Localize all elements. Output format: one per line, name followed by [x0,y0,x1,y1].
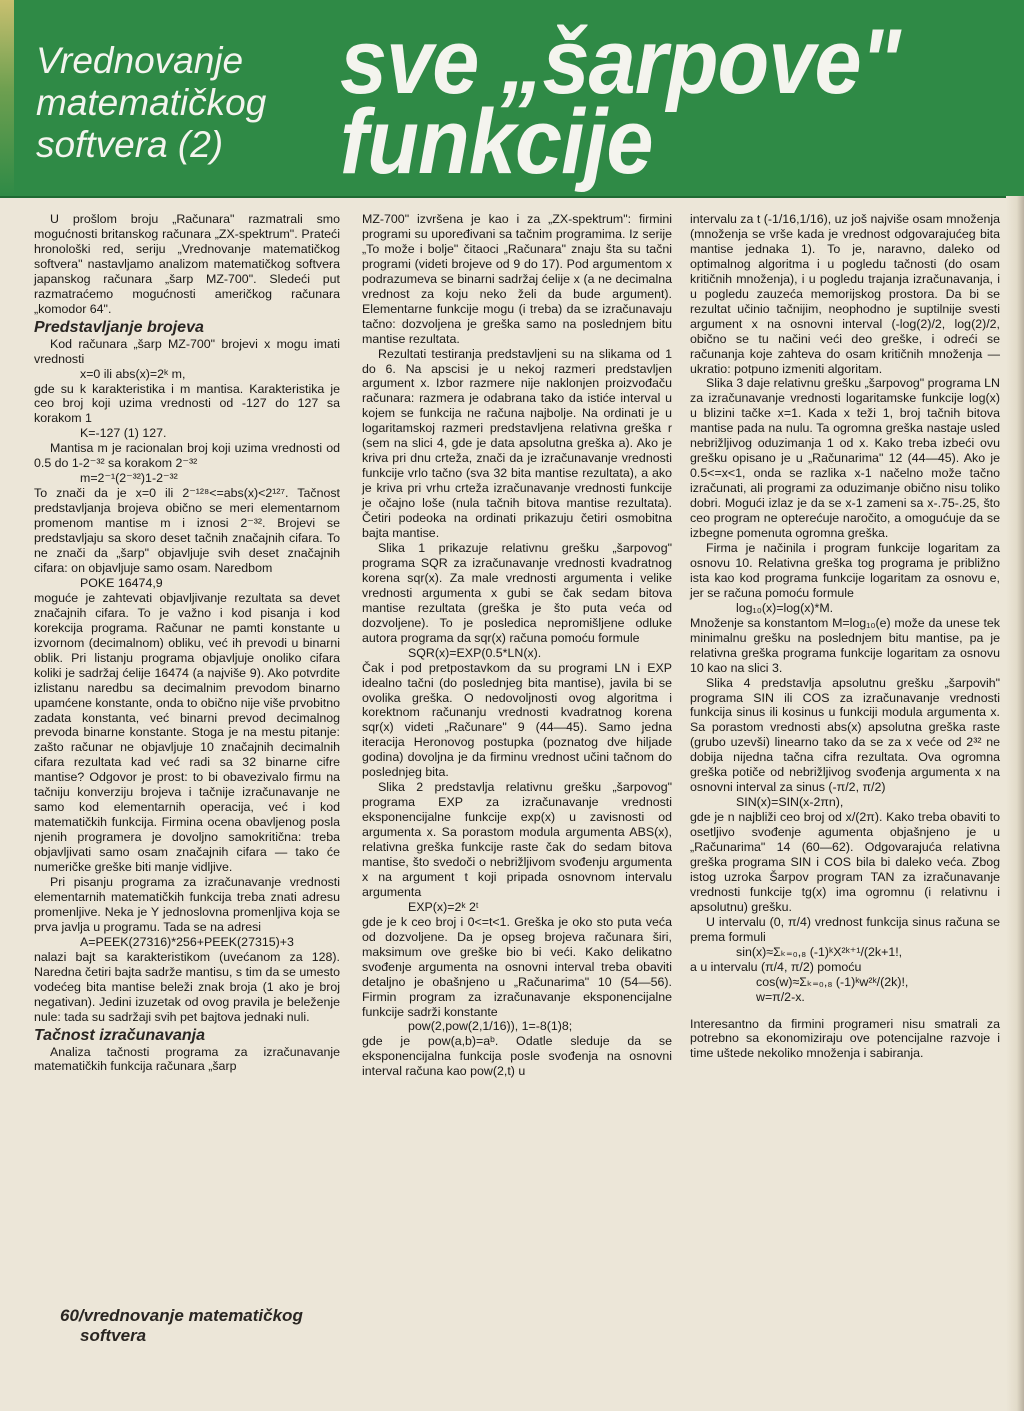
paragraph: gde su k karakteristika i m mantisa. Karakteristika je ceo broj koji uzima vrednosti od -127 do 127 sa korakom 1 [34,381,340,426]
paragraph: MZ-700" izvršena je kao i za „ZX-spektrum": firmini programi su upoređivani sa tačnim programima. Iz serije „To može i bolje" čitaoci „Računara" znaju šta su tačni programi (videti brojeve od 9 do 17). Pod argumentom x podrazumeva se binarni sadržaj ćelije x (a ne decimalna vrednost za koju neko želi da bude argument). Elementarne funkcije mogu (i treba) da se izračunavaju tačno: dozvoljena je greška samo na poslednjem bitu mantise rezultata. [362,212,672,346]
paragraph: gde je pow(a,b)=aᵇ. Odatle sleduje da se eksponencijalna funkcija posle svođenja na osnovni interval računa kao pow(2,t) u [362,1034,672,1079]
article-headline [340,11,969,193]
formula: w=π/2-x. [756,989,805,1004]
paragraph: moguće je zahtevati objavljivanje rezultata sa devet značajnih cifara. To je važno i kod pisanja i kod korekcija programa. Računar ne pamti konstante u izvornom (decimalnom) obliku, već ih prevodi u binarni oblik. Pri listanju programa objavljuje onoliko cifara koliki je sadržaj ćelije 16474 (a najviše 9). Ako potvrdite izlistanu naredbu sa decimalnim prevodom binarno upamćene konstante, onda to obično nije više prvobitno zadata konstanta, već binarni prevod decimalnog prevoda binarne konstante. Stoga je na mestu pitanje: zašto računar ne objavljuje 10 značajnih decimalnih cifara rezultata kad već radi sa 32 binarne cifre mantise? Odgovor je prost: to bi obavezivalo firmu na tačniju konverziju brojeva i tačnije izračunavanje ne samo kod elementarnih operacija, već i kod matematičkih funkcija. Firmina ocena obavljenog posla njenih programera je dovoljno samokritična: treba objavljivati samo osam značajnih cifara — tako će numeričke greške biti manje vidljive. [34,590,340,875]
code-line: POKE 16474,9 [80,575,163,590]
section-heading: Predstavljanje brojeva [34,318,204,336]
formula: SQR(x)=EXP(0.5*LN(x). [408,645,542,660]
paragraph: gde je k ceo broj i 0<=t<1. Greška je oko sto puta veća od dozvoljene. Da je opseg brojeva računara širi, maksimum ove greške bio bi veći. Kako delikatno svođenje argumenta na osnovni interval treba obaviti detaljno je obašnjeno u „Računarima" 10 (54—56). Firmin program za izračunavanje eksponencijalne funkcije sadrži konstante [362,914,672,1019]
paragraph: To znači da je x=0 ili 2⁻¹²⁸<=abs(x)<2¹²⁷. Tačnost predstavljanja brojeva obično se meri elementarnom promenom mantise m i iznosi 2⁻³². Brojevi se predstavljaju sa skoro deset tačnih značajnih cifara. To ne znači da „šarp" objavljuje svih deset značajnih cifara: on objavljuje samo osam. Naredbom [34,486,340,575]
paragraph: Analiza tačnosti programa za izračunavanje matematičkih funkcija računara „šarp [34,1044,340,1074]
paragraph: nalazi bajt sa karakteristikom (uvećanom za 128). Naredna četiri bajta sadrže mantisu, s tim da se umesto vodećeg bita mantise beleži znak broja (1 ako je broj negativan). Jedini izuzetak od ovog pravila je beleženje nule: tada su sadržaji svih pet bajtova jednaki nuli. [34,949,340,1024]
formula: pow(2,pow(2,1/16)), 1=-8(1)8; [408,1019,573,1034]
paragraph: Množenje sa konstantom M=log₁₀(e) može da unese tek minimalnu grešku na poslednjem bitu mantise, pa je relativna greška programa funkcije logaritam za osnovu 10 kao na slici 3. [690,615,1000,675]
paragraph: gde je n najbliži ceo broj od x/(2π). Kako treba obaviti to osetljivo svođenje agumenta objašnjeno je u „Računarima" 14 (60—62). Odgovarajuća relativna greška programa SIN i COS bila bi daleko veća. Zbog istog uzroka Šarpov program TAN za izračunavanje vrednosti funkcije tg(x) ima ogromnu (i relativnu i apsolutnu) grešku. [690,810,1000,914]
paragraph: Mantisa m je racionalan broj koji uzima vrednosti od 0.5 do 1-2⁻³² sa korakom 2⁻³² [34,441,340,471]
header-banner [0,0,1024,198]
formula: K=-127 (1) 127. [80,426,167,441]
page-folio [60,1306,340,1346]
formula: log₁₀(x)=log(x)*M. [736,600,834,615]
section-heading: Tačnost izračunavanja [34,1026,206,1044]
paragraph: U prošlom broju „Računara" razmatrali smo mogućnosti britanskog računara „ZX-spektrum". Prateći hronološki red, seriju „Vrednovanje matematičkog softvera" nastavljamo analizom matematičkog softvera japanskog računara „šarp MZ-700". Sledeći put razmatraćemo mogućnosti američkog računara „komodor 64". [34,212,340,316]
banner-edge-strip [0,0,14,196]
code-line: A=PEEK(27316)*256+PEEK(27315)+3 [80,934,294,949]
paragraph: Slika 2 predstavlja relativnu grešku „šarpovog" programa EXP za izračunavanje vrednosti eksponencijalne funkcije exp(x) u zavisnosti od argumenta x. Sa porastom modula argumenta ABS(x), relativna greška funkcije raste čak do sedam bitova mantise, što svedoči o nebrižljivom svođenju argumenta x na argument t koji pripada osnovnom intervalu argumenta [362,780,672,899]
paragraph: Kod računara „šarp MZ-700" brojevi x mogu imati vrednosti [34,336,340,366]
headline-line: sve „šarpove" [340,11,900,113]
kicker-line: Vrednovanje [36,40,244,81]
paragraph: Slika 4 predstavlja apsolutnu grešku „šarpovih" programa SIN ili COS za izračunavanje vrednosti funkcija sinus ili kosinus u funkciji modula argumenta x. Sa porastom vrednosti abs(x) apsolutna greška raste (grubo uzevši) linearno tako da se za x veće od 2³² ne dobija nijedna tačna cifra rezultata. Ova ogromna greška potiče od nebrižljivog svođenja argumenta x na osnovni interval za sinus (-π/2, π/2) [690,675,1000,795]
kicker-line: softvera (2) [36,124,224,165]
paragraph: Slika 3 daje relativnu grešku „šarpovog" programa LN za izračunavanje vrednosti logaritamske funkcije log(x) u blizini tačke x=1. Kada x teži 1, broj tačnih bitova mantise pada na nulu. Ta ogromna greška nastaje usled nebrižljivog oduzimanja 1 od x. Kako treba izbeći ovu grešku opisano je u „Računarima" 12 (44—45). Ako je 0.5<=x<1, onda se razlika x-1 načelno može tačno izračunati, ali programi za oduzimanje obično nisu toliko dobri. Mogući izlaz je da se x-1 zameni sa x-.75-.25, što ceo program ne opterećuje naročito, a omogućuje da se izbegne pomenuta ogromna greška. [690,376,1000,541]
formula: SIN(x)=SIN(x-2πn), [736,795,844,810]
article-column-1 [34,212,340,1074]
series-kicker [36,40,336,166]
paragraph: Pri pisanju programa za izračunavanje vrednosti elementarnih matematičkih funkcija treba znati adresu promenljive. Neka je Y jednoslovna promenljiva koja se prva javlja u programu. Tada se na adresi [34,874,340,934]
article-column-3 [690,212,1000,1061]
folio-line: softvera [80,1326,147,1345]
paragraph: intervalu za t (-1/16,1/16), uz još najviše osam množenja (množenja se vrše kada je vrednost odgovarajućeg bita mantise jednaka 1). To je, naravno, daleko od optimalnog algoritma i u pogledu tačnosti (do osam kritičnih množenja), i u pogledu trajanja izračunavanja, i u pogledu zauzeća memorijskog prostora. Da bi se rezultat učinio tačnijim, neophodno je suptilnije svesti argument x na osnovni interval (-log(2)/2, log(2)/2, obično se tu načini veći deo greške, i odreći se računanja koje zahteva do osam kritičnih množenja — ukratio: potpuno izmeniti algoritam. [690,212,1000,376]
paragraph: Slika 1 prikazuje relativnu grešku „šarpovog" programa SQR za izračunavanje vrednosti kvadratnog korena sqr(x). Za male vrednosti argumenta i velike vrednosti argumenta x gubi se čak sedam bitova mantise rezultata (greška je što puta veća od dozvoljene). To je posledica nepromišljene odluke autora programa da sqr(x) računa pomoću formule [362,540,672,645]
folio-line: 60/vrednovanje matematičkog [60,1306,303,1325]
paragraph: Firma je načinila i program funkcije logaritam za osnovu 10. Relativna greška tog programa je približno ista kao kod programa funkcije logaritam za osnovu e, jer se računa pomoću formule [690,540,1000,600]
page-edge-shadow [1006,196,1024,1411]
paragraph: U intervalu (0, π/4) vrednost funkcija sinus računa se prema formuli [690,914,1000,944]
formula: m=2⁻¹(2⁻³²)1-2⁻³² [80,471,178,486]
paragraph: a u intervalu (π/4, π/2) pomoću [690,959,862,974]
paragraph: Rezultati testiranja predstavljeni su na slikama od 1 do 6. Na apscisi je u nekoj razmeri predstavljen argument x. Izbor razmere nije naklonjen proizvođaču računara: razmera je odabrana tako da istiće interval u kojem se funkcija ne računa najbolje. Na ordinati je u logaritamskoj razmeri predstavljena relativna greška r (sem na slici 4, gde je data apsolutna greška a). Ako je kriva pri dnu crteža, znači da je izračunavanje vrednosti funkcije vrlo tačno (sva 32 bita mantise rezultata), a ako je kriva pri vrhu crteža izračunavanje vrednosti funkcije je očajno loše (nula tačnih bitova mantise rezultata). Četiri podeoka na ordinati prikazuju četiri osmobitna bajta mantise. [362,346,672,541]
article-column-2 [362,212,672,1079]
paragraph: Interesantno da firmini programeri nisu smatrali za potrebno sa ekonomiziraju ove potencijalne razvoje i time uštede nekoliko množenja i sabiranja. [690,1016,1000,1061]
formula: cos(w)≈Σₖ₌₀,₈ (-1)ᵏw²ᵏ/(2k)!, [756,974,909,989]
formula: EXP(x)=2ᵏ 2ᵗ [408,899,479,914]
formula: sin(x)≈Σₖ₌₀,₈ (-1)ᵏX²ᵏ⁺¹/(2k+1!, [736,944,903,959]
kicker-line: matematičkog [36,82,267,123]
paragraph: Čak i pod pretpostavkom da su programi LN i EXP idealno tačni (do poslednjeg bita mantise), javila bi se ovolika greška. O nedovoljnosti ovog algoritma i korektnom računanju vrednosti kvadratnog korena sqr(x) videti „Računare" 9 (44—45). Samo jedna iteracija Heronovog postupka (poznatog dve hiljade godina) dovoljna je da firminu vrednost učini tačnom do poslednjeg bita. [362,660,672,780]
formula: x=0 ili abs(x)=2ᵏ m, [80,366,186,381]
headline-line: funkcije [340,91,653,193]
